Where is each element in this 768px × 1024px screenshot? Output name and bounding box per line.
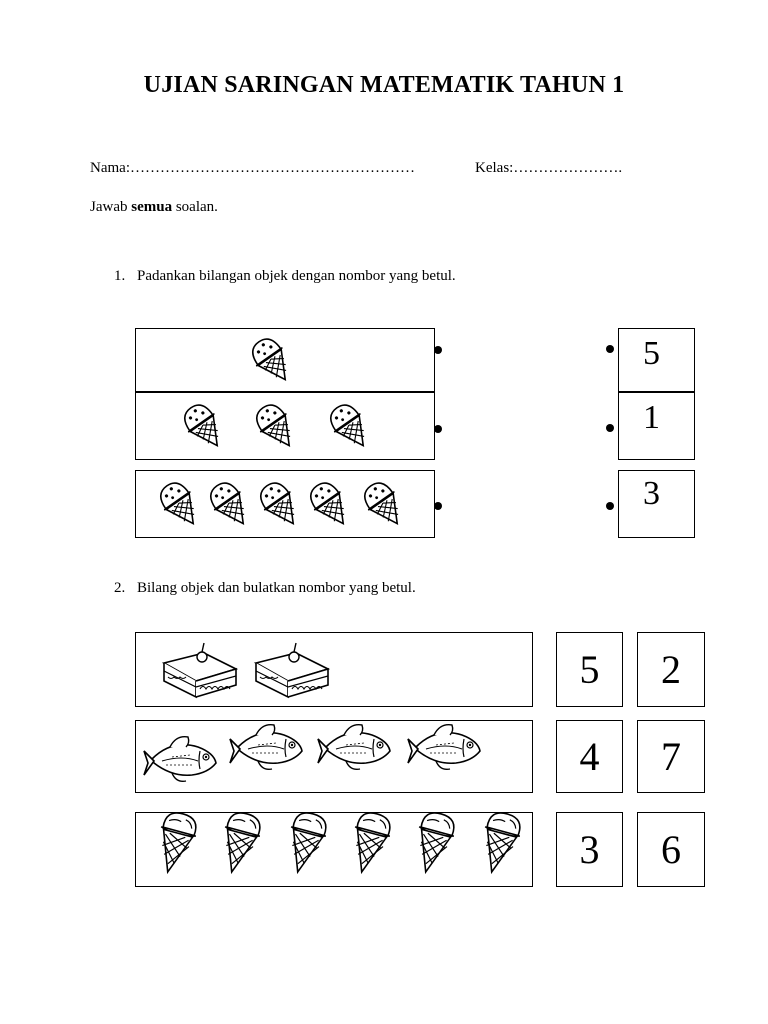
q1-number: 1. [114,268,126,284]
ice-cream-cone-icon [176,401,232,453]
ice-cream-cone-icon [210,805,270,877]
q2-row-1 [135,632,533,707]
ice-cream-cone-icon [470,805,530,877]
ice-cream-cone-icon [202,479,258,531]
fish-icon [142,729,222,789]
fish-icon [228,717,308,777]
q1-text: Padankan bilangan objek dengan nombor yang betul. [137,268,456,284]
ice-cream-cone-icon [356,479,412,531]
match-dot[interactable] [606,424,614,432]
match-dot[interactable] [606,502,614,510]
match-dot[interactable] [606,345,614,353]
fish-icon [316,717,396,777]
ice-cream-cone-icon [248,401,304,453]
ice-cream-cone-icon [404,805,464,877]
fish-icon [406,717,486,777]
q1-row-3 [135,470,435,538]
cake-slice-icon [160,641,242,699]
instruction-bold: semua [131,199,173,215]
name-field[interactable]: Nama:………………………………………………… [90,160,415,176]
class-field[interactable]: Kelas:…………………. [475,160,623,176]
q2-number: 2. [114,580,126,596]
q1-number-box[interactable]: 1 [618,392,695,460]
q2-text: Bilang objek dan bulatkan nombor yang betul. [137,580,416,596]
instruction-suffix: soalan. [172,199,218,215]
page-title: UJIAN SARINGAN MATEMATIK TAHUN 1 [143,72,625,98]
ice-cream-cone-icon [152,479,208,531]
q2-row-3 [135,812,533,887]
q2-option-box[interactable]: 2 [637,632,705,707]
q1-row-1 [135,328,435,392]
q2-option-box[interactable]: 5 [556,632,623,707]
q1-row-2 [135,392,435,460]
ice-cream-cone-icon [322,401,378,453]
instruction-prefix: Jawab [90,199,132,215]
q1-number-box[interactable]: 3 [618,470,695,538]
ice-cream-cone-icon [146,805,206,877]
match-dot[interactable] [434,346,442,354]
instruction [90,199,218,216]
q2-row-2 [135,720,533,793]
q1-number-box[interactable]: 5 [618,328,695,392]
q2-option-box[interactable]: 4 [556,720,623,793]
ice-cream-cone-icon [244,335,300,387]
ice-cream-cone-icon [302,479,358,531]
match-dot[interactable] [434,502,442,510]
ice-cream-cone-icon [252,479,308,531]
q2-option-box[interactable]: 7 [637,720,705,793]
match-dot[interactable] [434,425,442,433]
q2-option-box[interactable]: 6 [637,812,705,887]
ice-cream-cone-icon [340,805,400,877]
q2-option-box[interactable]: 3 [556,812,623,887]
ice-cream-cone-icon [276,805,336,877]
cake-slice-icon [252,641,334,699]
